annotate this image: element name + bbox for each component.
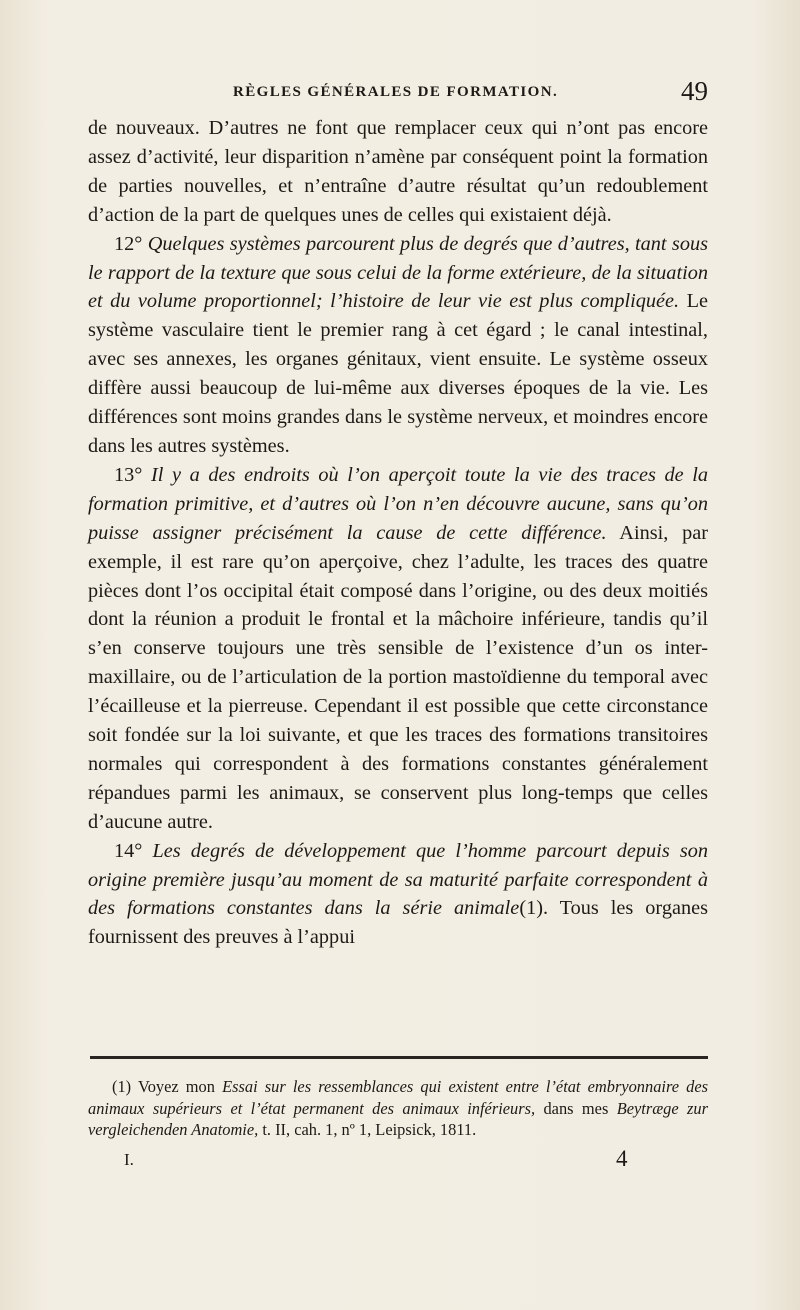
paragraph-13-number: 13° xyxy=(114,463,143,486)
paragraph-12-number: 12° xyxy=(114,232,143,255)
paragraph-13-text: Ainsi, par exemple, il est rare qu’on aperçoive, chez l’adulte, les traces des quatre pièces dont l’os occipital était composé dans l’origine, ou des deux moitiés dont la réunion a produit le frontal et la mâchoire inférieure, tandis qu’il s’en conserve toujours une très sensible de l’existence d’un os inter-maxillaire, ou de l’articulation de la portion mastoïdienne du temporal avec l’écailleuse et la pierreuse. Cependant il est possible que cette circonstance soit fondée sur la loi suivante, et que les traces des formations transitoires normales qui correspondent à des formations constantes généralement répandues parmi les animaux, se conservent plus long-temps que celles d’aucune autre. xyxy=(88,521,708,833)
footnote-title-1: Essai sur les ressemblances qui existent entre l’état embryonnaire des animaux supérieurs et l’état permanent des animaux inférieurs, xyxy=(88,1077,708,1118)
volume-signature: I. xyxy=(124,1150,134,1169)
paragraph-14-text: (1). Tous les organes fournissent des preuves à l’appui xyxy=(88,897,708,949)
footnote xyxy=(88,1076,708,1141)
body-text xyxy=(88,114,708,952)
signature-line xyxy=(88,1146,708,1180)
footnote-title-2: Beytræge zur vergleichenden Anatomie, xyxy=(88,1098,708,1140)
paragraph-14-rule: Les degrés de développement que l’homme parcourt depuis son origine première jusqu’au moment de sa maturité parfaite correspondent à des formations constantes dans la série animale xyxy=(88,839,708,920)
page-number: 49 xyxy=(681,76,708,106)
paragraph-14-number: 14° xyxy=(114,839,143,862)
running-title: RÈGLES GÉNÉRALES DE FORMATION. xyxy=(233,84,559,100)
footnote-lead: Voyez mon xyxy=(137,1077,215,1096)
footnote-text xyxy=(88,1076,708,1141)
footnote-mid: dans mes xyxy=(543,1098,609,1118)
footnote-tail: t. II, cah. 1, nº 1, Leipsick, 1811. xyxy=(262,1120,477,1140)
paragraph-14 xyxy=(88,837,708,953)
paragraph-13 xyxy=(88,461,708,837)
footnote-rule xyxy=(90,1056,708,1059)
paragraph-12-text: Le système vasculaire tient le premier rang à cet égard ; le canal intestinal, avec ses annexes, les organes génitaux, vient ensuite. Le système osseux diffère aussi beaucoup de lui-même aux diverses époques de la vie. Les différences sont moins grandes dans le système nerveux, et moindres encore dans les autres systèmes. xyxy=(88,290,708,457)
paragraph-13-rule: Il y a des endroits où l’on aperçoit toute la vie des traces de la formation primitive, et d’autres où l’on n’en découvre aucune, sans qu’on puisse assigner précisément la cause de cette différence. xyxy=(88,463,708,544)
paragraph-1-text: de nouveaux. D’autres ne font que remplacer ceux qui n’ont pas encore assez d’activité, leur disparition n’amène par conséquent point la formation de parties nouvelles, et n’entraîne d’autre résultat qu’un redoublement d’action de la part de quelques unes de celles qui existaient déjà. xyxy=(88,117,708,226)
paragraph-12 xyxy=(88,230,708,461)
gathering-signature: 4 xyxy=(616,1146,628,1171)
paragraph-12-rule: Quelques systèmes parcourent plus de degrés que d’autres, tant sous le rapport de la texture que sous celui de la forme extérieure, de la situation et du volume proportionnel; l’histoire de leur vie est plus compliquée. xyxy=(88,232,708,313)
footnote-marker: (1) xyxy=(112,1077,132,1096)
paragraph-1 xyxy=(88,114,708,230)
page-header xyxy=(88,78,708,118)
